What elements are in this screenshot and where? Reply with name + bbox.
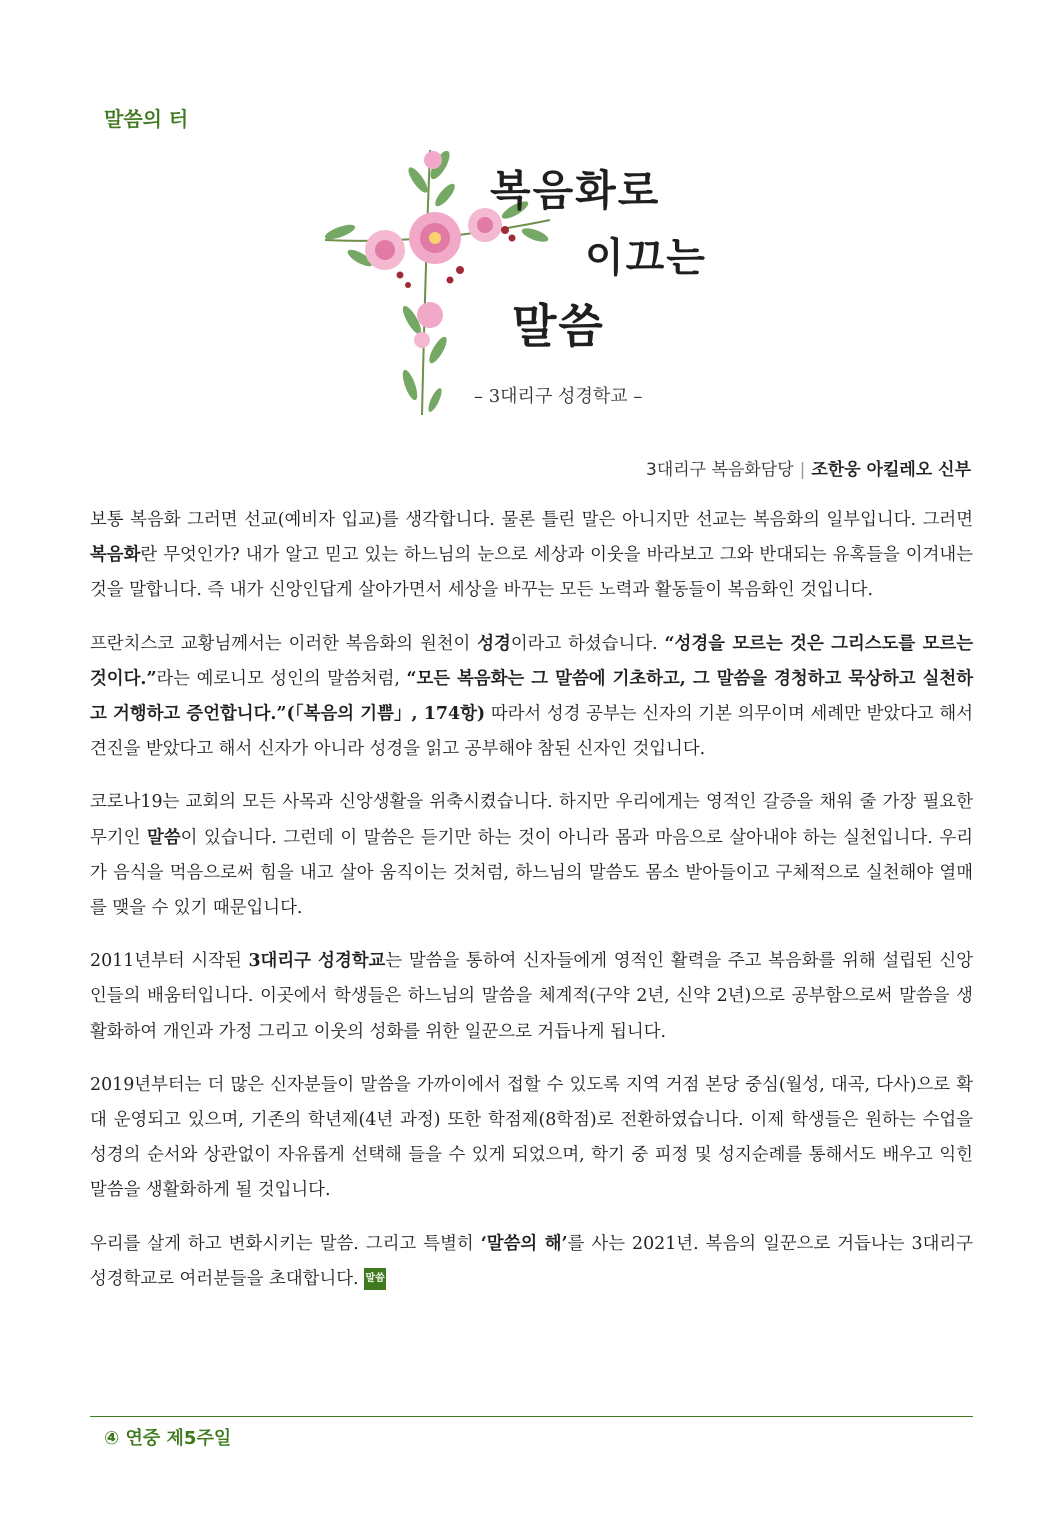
text-run-bold: “모든 복음화는 그 말씀에 기초하고, 그 말씀을 경청하고 묵상하고 실천하고 거행하고 증언합니다.”(「복음의 기쁨」, 174항) [90,668,973,725]
text-run: 2019년부터는 더 많은 신자분들이 말씀을 가까이에서 접할 수 있도록 지역 거점 본당 중심(월성, 대곡, 다사)으로 확대 운영되고 있으며, 기존의 학년제(4년 과정) 또한 학점제(8학점)로 전환하였습니다. 이제 학생들은 원하는 수업을 성경의 순서와 상관없이 자유롭게 선택해 들을 수 있게 되었으며, 학기 중 피정 및 성지순례를 통해서도 배우고 익힌 말씀을 생활화하게 될 것입니다. [90,1074,973,1201]
text-run: 를 사는 2021년. 복음의 일꾼으로 거듭나는 3대리구 성경학교로 여러분들을 초대합니다. [90,1233,973,1289]
subtitle: – 3대리구 성경학교 – [474,386,643,407]
paragraph [90,944,973,1050]
text-run: 보통 복음화 그러면 선교(예비자 입교)를 생각합니다. 물론 틀린 말은 아니지만 선교는 복음화의 일부입니다. 그러면 [90,510,973,530]
paragraph [90,503,973,609]
article-body [90,503,973,1315]
end-mark-icon: 말씀 [364,1268,386,1290]
text-run: 는 말씀을 통하여 신자들에게 영적인 활력을 주고 복음화를 위해 설립된 신앙인들의 배움터입니다. 이곳에서 학생들은 하느님의 말씀을 체계적(구약 2년, 신약 2년)으로 공부함으로써 말씀을 생활화하여 개인과 가정 그리고 이웃의 성화를 위한 일꾼으로 거듭나게 됩니다. [90,951,973,1042]
page-footer: ④ 연중 제5주일 [104,1428,232,1449]
paragraph [90,785,973,926]
paragraph [90,627,973,768]
text-run: 2011년부터 시작된 [90,951,249,972]
text-run-bold: “성경을 모르는 것은 그리스도를 모르는 것이다.” [90,633,973,689]
text-run: 우리를 살게 하고 변화시키는 말씀. 그리고 특별히 [90,1233,481,1254]
title-line-2: 이끄는 [585,235,707,281]
footer-divider [90,1416,973,1417]
paragraph [90,1068,973,1209]
text-run: 라는 예로니모 성인의 말씀처럼, [156,668,407,689]
author-role: 3대리구 복음화담당 [646,460,794,480]
author-name: 조한웅 아킬레오 신부 [811,460,971,480]
text-run-bold: ‘말씀의 해’ [480,1233,568,1254]
text-run-bold: 말씀 [147,827,181,848]
text-run-bold: 복음화 [90,545,141,566]
text-run: 이 있습니다. 그런데 이 말씀은 듣기만 하는 것이 아니라 몸과 마음으로 살아내야 하는 실천입니다. 우리가 음식을 먹음으로써 힘을 내고 살아 움직이는 것처럼, 하느님의 말씀도 몸소 받아들이고 구체적으로 실천해야 열매를 맺을 수 있기 때문입니다. [90,827,973,919]
title-line-3: 말씀 [512,299,605,353]
paragraph [90,1227,973,1297]
text-run-bold: 3대리구 성경학교 [248,951,386,972]
title-line-1: 복음화로 [490,166,661,215]
text-run: 이라고 하셨습니다. [510,633,665,654]
byline [646,455,971,480]
text-run: 따라서 성경 공부는 신자의 기본 의무이며 세례만 받았다고 해서 견진을 받았다고 해서 신자가 아니라 성경을 읽고 공부해야 참된 신자인 것입니다. [90,704,973,760]
text-run: 코로나19는 교회의 모든 사목과 신앙생활을 위축시켰습니다. 하지만 우리에게는 영적인 갈증을 채워 줄 가장 필요한 무기인 [90,792,973,848]
byline-separator: | [799,460,806,480]
text-run: 란 무엇인가? 내가 알고 믿고 있는 하느님의 눈으로 세상과 이웃을 바라보고 그와 반대되는 유혹들을 이겨내는 것을 말합니다. 즉 내가 신앙인답게 살아가면서 세상을 바꾸는 모든 노력과 활동들이 복음화인 것입니다. [90,545,974,601]
text-run-bold: 성경 [477,633,511,654]
section-label: 말씀의 터 [104,107,189,131]
text-run: 프란치스코 교황님께서는 이러한 복음화의 원천이 [90,633,478,654]
